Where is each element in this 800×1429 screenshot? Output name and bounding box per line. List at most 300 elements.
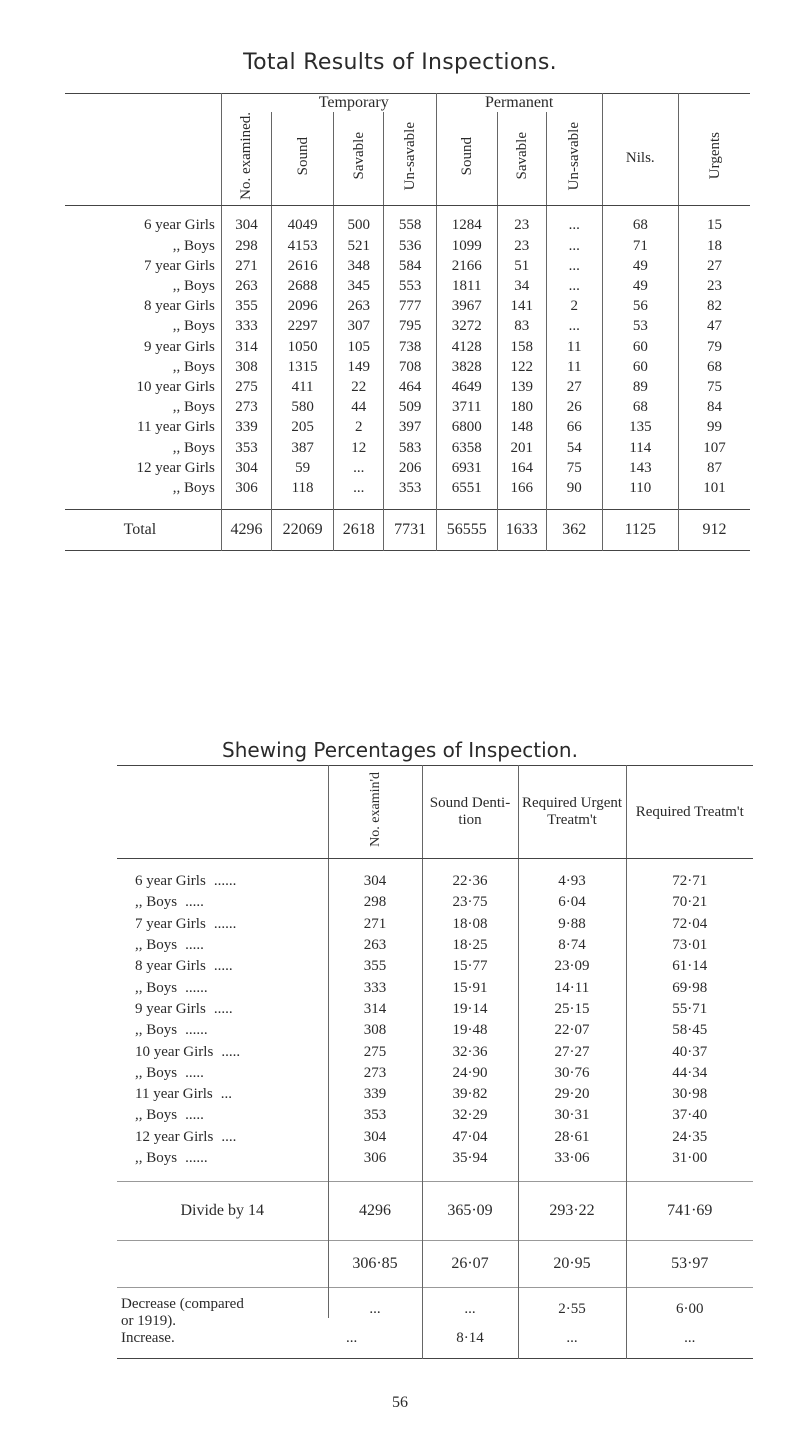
table-cell: 59 (272, 458, 334, 478)
table-cell: 22·36 (422, 871, 518, 892)
table-cell: 353 (384, 478, 436, 498)
table-cell: 580 (272, 398, 334, 418)
col-urgents: Urgents (679, 112, 750, 205)
table-cell: 114 (602, 438, 679, 458)
table-cell: 18 (679, 236, 750, 256)
row-label (117, 871, 328, 892)
table-cell: ... (334, 458, 384, 478)
table-cell: 68 (602, 398, 679, 418)
row-label-leader: ..... (213, 1000, 233, 1017)
row-label-leader: ..... (221, 1043, 241, 1060)
table-cell: 708 (384, 357, 436, 377)
table-cell: 73·01 (626, 935, 753, 956)
table-cell: 164 (497, 458, 546, 478)
table-cell: 25·15 (518, 999, 626, 1020)
row-label (117, 1020, 328, 1041)
table-cell: 263 (334, 297, 384, 317)
table-cell: ... (546, 276, 602, 296)
table-cell: 15 (679, 216, 750, 236)
table-cell: 89 (602, 377, 679, 397)
table-cell: 166 (497, 478, 546, 498)
average-row-cell: 306·85 (328, 1241, 422, 1288)
table-cell: 37·40 (626, 1105, 753, 1126)
table-cell: 28·61 (518, 1127, 626, 1148)
table-cell: 33·06 (518, 1148, 626, 1169)
table-cell: 8·74 (518, 935, 626, 956)
row-label-text: ,, Boys (135, 894, 178, 911)
table-cell: 206 (384, 458, 436, 478)
table-cell: 583 (384, 438, 436, 458)
row-label (117, 1041, 328, 1062)
col-required-urgent: Required Urgent Treatm't (518, 766, 626, 859)
table-cell: 23·09 (518, 956, 626, 977)
row-label: ,, Boys (172, 399, 215, 416)
col-temp-sound: Sound (272, 112, 334, 205)
table-cell: 2 (546, 297, 602, 317)
table-cell: 71 (602, 236, 679, 256)
col-required-treatment: Required Treatm't (626, 766, 753, 859)
table-cell: 275 (328, 1041, 422, 1062)
table-cell: 298 (328, 892, 422, 913)
table-cell: 464 (384, 377, 436, 397)
table-cell: 333 (221, 317, 271, 337)
row-label (117, 1063, 328, 1084)
total-cell: 7731 (384, 509, 436, 550)
row-label (117, 935, 328, 956)
table-row (65, 478, 750, 498)
table-cell: 54 (546, 438, 602, 458)
table-cell: 4·93 (518, 871, 626, 892)
row-label (117, 1148, 328, 1169)
table-cell: 143 (602, 458, 679, 478)
row-label (117, 956, 328, 977)
increase-cell: 8·14 (422, 1318, 518, 1359)
row-label: 9 year Girls (143, 338, 215, 355)
table-cell: 304 (328, 871, 422, 892)
table-cell: 135 (602, 418, 679, 438)
table-cell: 15·77 (422, 956, 518, 977)
table-cell: 314 (221, 337, 271, 357)
decrease-cell: ... (422, 1288, 518, 1319)
table-row (65, 438, 750, 458)
average-row-cell: 20·95 (518, 1241, 626, 1288)
row-label (117, 1127, 328, 1148)
table-cell: 2 (334, 418, 384, 438)
table-cell: 61·14 (626, 956, 753, 977)
row-label-leader: ...... (185, 1150, 208, 1166)
table-cell: 24·35 (626, 1127, 753, 1148)
table-cell: 304 (221, 216, 271, 236)
table-cell: 1099 (436, 236, 497, 256)
table-row (65, 398, 750, 418)
table-cell: 6800 (436, 418, 497, 438)
table-cell: 12 (334, 438, 384, 458)
table-row (117, 1020, 753, 1041)
table-cell: 19·14 (422, 999, 518, 1020)
row-label-leader: ...... (185, 979, 208, 996)
row-label-text: ,, Boys (135, 937, 178, 954)
table-cell: 314 (328, 999, 422, 1020)
table-cell: 56 (602, 297, 679, 317)
table-cell: 2297 (272, 317, 334, 337)
table-cell: 29·20 (518, 1084, 626, 1105)
percentages-heading: Shewing Percentages of Inspection. (222, 738, 578, 762)
table-cell: 6358 (436, 438, 497, 458)
table-row (117, 1127, 753, 1148)
table-cell: 69·98 (626, 977, 753, 998)
col-nils: Nils. (602, 112, 679, 205)
table-cell: 339 (221, 418, 271, 438)
table-cell: ... (546, 317, 602, 337)
decrease-row (117, 1288, 753, 1319)
table-cell: 306 (328, 1148, 422, 1169)
table-cell: 4128 (436, 337, 497, 357)
table-row (117, 871, 753, 892)
table-cell: 275 (221, 377, 271, 397)
table-cell: 66 (546, 418, 602, 438)
percentages-table (117, 765, 753, 1359)
row-label (117, 892, 328, 913)
row-label-text: 11 year Girls (135, 1086, 213, 1103)
row-label-text: 9 year Girls (135, 1000, 206, 1017)
results-table (65, 93, 750, 551)
table-cell: 306 (221, 478, 271, 498)
comparison-label-line: or 1919). (121, 1313, 176, 1330)
table-cell: 304 (328, 1127, 422, 1148)
average-row-label (117, 1241, 328, 1288)
table-row (65, 236, 750, 256)
row-label-text: 6 year Girls (135, 873, 206, 890)
increase-cell: ... (626, 1318, 753, 1359)
divide-row (117, 1182, 753, 1241)
table-cell: 30·76 (518, 1063, 626, 1084)
comparison-label-line: Increase. (121, 1330, 175, 1347)
table-cell: ... (546, 216, 602, 236)
divide-row-cell: 741·69 (626, 1182, 753, 1241)
table-cell: 3828 (436, 357, 497, 377)
table-cell: 22·07 (518, 1020, 626, 1041)
table-cell: 1315 (272, 357, 334, 377)
table-cell: 68 (679, 357, 750, 377)
row-label-leader: ..... (185, 937, 204, 954)
table-cell: 777 (384, 297, 436, 317)
table-cell: 387 (272, 438, 334, 458)
table-cell: 4649 (436, 377, 497, 397)
table-cell: 298 (221, 236, 271, 256)
row-label: 10 year Girls (136, 378, 215, 395)
row-label: ,, Boys (172, 237, 215, 254)
total-cell: 4296 (221, 509, 271, 550)
row-label-leader: .... (221, 1128, 237, 1145)
table-cell: 795 (384, 317, 436, 337)
table-cell: 263 (221, 276, 271, 296)
table-row (117, 1063, 753, 1084)
table-row (117, 999, 753, 1020)
row-label-leader: ...... (185, 1022, 208, 1039)
table-cell: 47 (679, 317, 750, 337)
row-label: ,, Boys (172, 439, 215, 456)
permanent-group-header: Permanent (436, 94, 602, 113)
row-label (117, 1084, 328, 1105)
table-cell: 107 (679, 438, 750, 458)
table-row (117, 1084, 753, 1105)
row-label: ,, Boys (172, 318, 215, 335)
table-cell: 30·98 (626, 1084, 753, 1105)
table-cell: 90 (546, 478, 602, 498)
table-cell: 4153 (272, 236, 334, 256)
table-cell: 738 (384, 337, 436, 357)
table-cell: 1050 (272, 337, 334, 357)
table-cell: 500 (334, 216, 384, 236)
total-cell: 1125 (602, 509, 679, 550)
row-label: 7 year Girls (143, 257, 215, 274)
decrease-cell: ... (328, 1288, 422, 1319)
table-cell: 79 (679, 337, 750, 357)
table-cell: 201 (497, 438, 546, 458)
row-label-leader: ..... (213, 958, 233, 975)
row-label-text: ,, Boys (135, 1022, 178, 1039)
table-cell: 263 (328, 935, 422, 956)
table-cell: 2166 (436, 256, 497, 276)
table-cell: 307 (334, 317, 384, 337)
row-label (117, 1105, 328, 1126)
row-label-leader: ...... (213, 915, 237, 932)
table-row (117, 1041, 753, 1062)
total-row (65, 509, 750, 550)
table-cell: 32·36 (422, 1041, 518, 1062)
table-cell: 68 (602, 216, 679, 236)
increase-cell: ... (346, 1329, 358, 1346)
table-row (65, 317, 750, 337)
table-row (65, 418, 750, 438)
total-cell: 22069 (272, 509, 334, 550)
decrease-cell: 2·55 (518, 1288, 626, 1319)
table-row (65, 297, 750, 317)
table-row (117, 1148, 753, 1169)
table-cell: 509 (384, 398, 436, 418)
table-row (117, 1105, 753, 1126)
table-cell: 70·21 (626, 892, 753, 913)
table-cell: 31·00 (626, 1148, 753, 1169)
row-label-leader: ... (220, 1086, 233, 1103)
table-cell: 353 (221, 438, 271, 458)
row-label-text: ,, Boys (135, 1107, 178, 1124)
table-cell: 82 (679, 297, 750, 317)
table-cell: 60 (602, 357, 679, 377)
col-temp-savable: Savable (334, 112, 384, 205)
table-cell: 139 (497, 377, 546, 397)
row-label-leader: ..... (185, 1107, 204, 1124)
table-cell: 521 (334, 236, 384, 256)
total-cell: 1633 (497, 509, 546, 550)
table-cell: 23 (679, 276, 750, 296)
table-cell: 180 (497, 398, 546, 418)
col-sound-dentition: Sound Denti-tion (422, 766, 518, 859)
table-cell: 355 (221, 297, 271, 317)
row-label-leader: ..... (185, 1064, 204, 1081)
table-cell: 22 (334, 377, 384, 397)
col-no-examined-pct: No. examin'd (328, 766, 422, 859)
table-cell: 397 (384, 418, 436, 438)
table-cell: 84 (679, 398, 750, 418)
table-cell: 2688 (272, 276, 334, 296)
table-cell: 44 (334, 398, 384, 418)
table-cell: 49 (602, 256, 679, 276)
table-row (117, 914, 753, 935)
divide-row-label: Divide by 14 (117, 1182, 328, 1241)
row-label (117, 999, 328, 1020)
table-cell: 141 (497, 297, 546, 317)
table-cell: 87 (679, 458, 750, 478)
table-cell: 105 (334, 337, 384, 357)
table-cell: 47·04 (422, 1127, 518, 1148)
table-cell: 149 (334, 357, 384, 377)
table-cell: 271 (328, 914, 422, 935)
table-cell: 23 (497, 236, 546, 256)
row-label-text: 12 year Girls (135, 1128, 214, 1145)
table-cell: 101 (679, 478, 750, 498)
table-cell: 75 (679, 377, 750, 397)
table-cell: 75 (546, 458, 602, 478)
table-cell: 558 (384, 216, 436, 236)
col-perm-unsavable: Un-savable (546, 112, 602, 205)
table-cell: 308 (221, 357, 271, 377)
table-cell: 1811 (436, 276, 497, 296)
table-cell: 2616 (272, 256, 334, 276)
comparison-label (117, 1288, 328, 1359)
row-label-text: ,, Boys (135, 1064, 178, 1081)
table-cell: 333 (328, 977, 422, 998)
col-perm-savable: Savable (497, 112, 546, 205)
row-label: 8 year Girls (143, 298, 215, 315)
table-row (117, 935, 753, 956)
table-row (65, 458, 750, 478)
table-cell: 9·88 (518, 914, 626, 935)
row-label (117, 914, 328, 935)
table-row (65, 337, 750, 357)
table-cell: 49 (602, 276, 679, 296)
table-cell: 355 (328, 956, 422, 977)
table-cell: 18·08 (422, 914, 518, 935)
table-cell: 158 (497, 337, 546, 357)
table-cell: 3967 (436, 297, 497, 317)
total-cell: 56555 (436, 509, 497, 550)
table-cell: 18·25 (422, 935, 518, 956)
total-cell: 362 (546, 509, 602, 550)
table-cell: ... (334, 478, 384, 498)
table-cell: 273 (328, 1063, 422, 1084)
table-cell: 122 (497, 357, 546, 377)
table-cell: 6931 (436, 458, 497, 478)
table-cell: 23 (497, 216, 546, 236)
table-cell: 339 (328, 1084, 422, 1105)
table-cell: 55·71 (626, 999, 753, 1020)
table-cell: 23·75 (422, 892, 518, 913)
increase-cell: ... (518, 1318, 626, 1359)
col-perm-sound: Sound (436, 112, 497, 205)
average-row-cell: 53·97 (626, 1241, 753, 1288)
table-cell: 6·04 (518, 892, 626, 913)
table-cell: 27 (679, 256, 750, 276)
table-cell: 553 (384, 276, 436, 296)
table-cell: 83 (497, 317, 546, 337)
row-label: 12 year Girls (136, 459, 215, 476)
row-label: ,, Boys (172, 358, 215, 375)
table-cell: 14·11 (518, 977, 626, 998)
table-cell: 60 (602, 337, 679, 357)
table-row (117, 892, 753, 913)
total-cell: 912 (679, 509, 750, 550)
col-no-examined: No. examined. (221, 112, 271, 205)
table-cell: ... (546, 236, 602, 256)
table-row (117, 977, 753, 998)
table-cell: 271 (221, 256, 271, 276)
row-label: ,, Boys (172, 278, 215, 295)
comparison-label-line: Decrease (compared (121, 1296, 244, 1313)
table-cell: ... (546, 256, 602, 276)
table-cell: 304 (221, 458, 271, 478)
col-temp-unsavable: Un-savable (384, 112, 436, 205)
average-row (117, 1241, 753, 1288)
table-cell: 345 (334, 276, 384, 296)
average-row-cell: 26·07 (422, 1241, 518, 1288)
table-cell: 26 (546, 398, 602, 418)
row-label-text: 8 year Girls (135, 958, 206, 975)
table-cell: 72·04 (626, 914, 753, 935)
row-label: 6 year Girls (143, 217, 215, 234)
table-row (65, 216, 750, 236)
table-cell: 584 (384, 256, 436, 276)
row-label-leader: ...... (213, 873, 237, 890)
table-cell: 15·91 (422, 977, 518, 998)
table-cell: 44·34 (626, 1063, 753, 1084)
table-cell: 353 (328, 1105, 422, 1126)
table-cell: 11 (546, 337, 602, 357)
row-label (117, 977, 328, 998)
table-row (65, 357, 750, 377)
table-cell: 536 (384, 236, 436, 256)
table-cell: 110 (602, 478, 679, 498)
table-cell: 118 (272, 478, 334, 498)
table-cell: 205 (272, 418, 334, 438)
table-cell: 39·82 (422, 1084, 518, 1105)
table-cell: 4049 (272, 216, 334, 236)
temporary-group-header: Temporary (318, 94, 389, 111)
table-cell: 348 (334, 256, 384, 276)
page-number: 56 (392, 1394, 408, 1411)
row-label: ,, Boys (172, 479, 215, 496)
row-label-text: 7 year Girls (135, 915, 206, 932)
table-row (65, 256, 750, 276)
table-cell: 273 (221, 398, 271, 418)
row-label: 11 year Girls (137, 419, 215, 436)
table-cell: 27 (546, 377, 602, 397)
table-row (117, 956, 753, 977)
total-label: Total (65, 509, 221, 550)
table-cell: 3272 (436, 317, 497, 337)
table-cell: 1284 (436, 216, 497, 236)
table-cell: 19·48 (422, 1020, 518, 1041)
table-cell: 3711 (436, 398, 497, 418)
divide-row-cell: 365·09 (422, 1182, 518, 1241)
table-cell: 24·90 (422, 1063, 518, 1084)
table-cell: 58·45 (626, 1020, 753, 1041)
table-cell: 53 (602, 317, 679, 337)
table-cell: 40·37 (626, 1041, 753, 1062)
decrease-cell: 6·00 (626, 1288, 753, 1319)
table-cell: 32·29 (422, 1105, 518, 1126)
row-label-text: ,, Boys (135, 979, 178, 996)
